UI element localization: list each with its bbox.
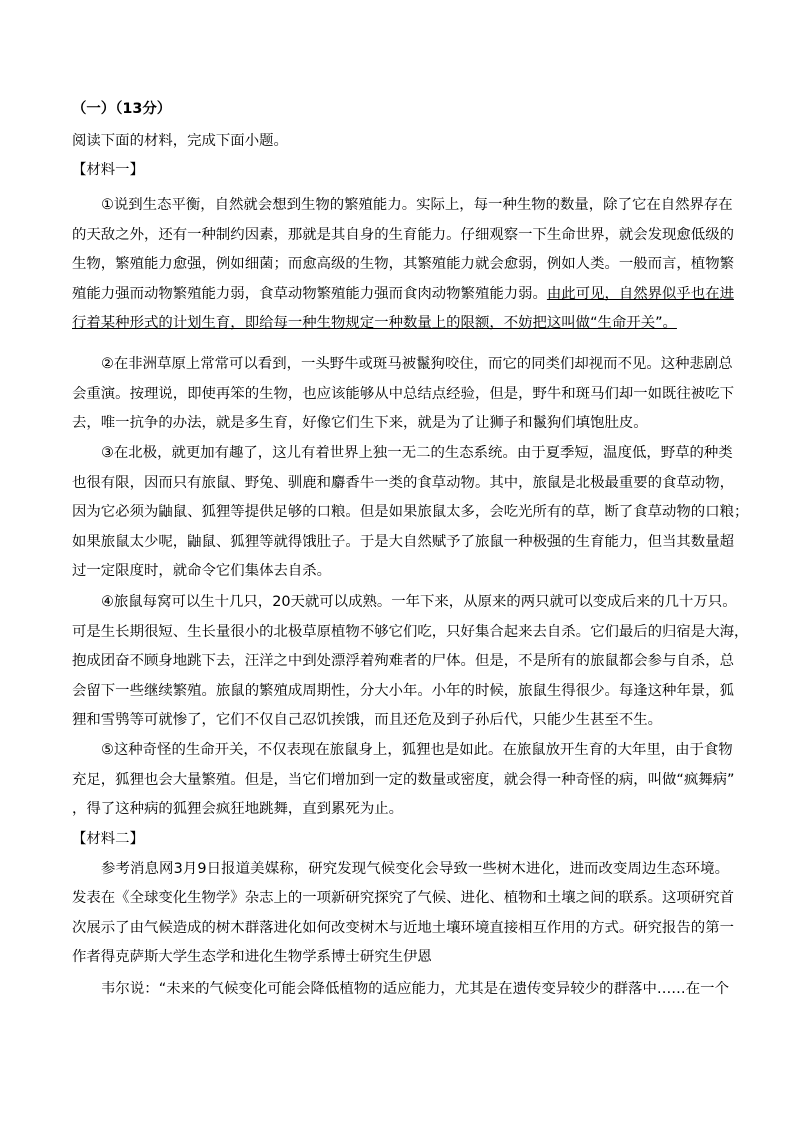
text-line: 狸和雪鸮等可就惨了，它们不仅自己忍饥挨饿，而且还危及到子孙后代，只能少生甚至不生。 [72, 712, 663, 729]
text-line: 生物，繁殖能力愈强，例如细菌；而愈高级的生物，其繁殖能力就会愈弱，例如人类。一般而言，植物繁 [72, 256, 734, 273]
underlined-sentence: 行着某种形式的计划生育，即给每一种生物规定一种数量上的限额，不妨把这叫做“生命开关”。 [72, 315, 677, 332]
material1-paragraph-1 [72, 191, 734, 339]
text-segment: 殖能力强而动物繁殖能力弱，食草动物繁殖能力强而食肉动物繁殖能力弱。 [72, 285, 547, 302]
text-line: 因为它必须为鼬鼠、狐狸等提供足够的口粮。但是如果旅鼠太多，会吃光所有的草，断了食草动物的口粮； [72, 504, 749, 521]
material1-paragraph-2 [72, 350, 734, 439]
material2-label: 【材料二】 [72, 831, 144, 847]
text-line [72, 309, 729, 339]
text-line [72, 280, 734, 310]
text-line: ①说到生态平衡，自然就会想到生物的繁殖能力。实际上，每一种生物的数量，除了它在自然界存在 [101, 197, 733, 213]
text-line: 去，唯一抗争的办法，就是多生育，好像它们生下来，就是为了让狮子和鬣狗们填饱肚皮。 [72, 415, 648, 432]
material2 [72, 825, 734, 1005]
text-line: ②在非洲草原上常常可以看到，一头野牛或斑马被鬣狗咬住，而它的同类们却视而不见。这种悲剧总 [101, 356, 733, 372]
material1-paragraph-3 [72, 439, 749, 587]
text-line: 韦尔说：“未来的气候变化可能会降低植物的适应能力，尤其是在遗传变异较少的群落中……在一个 [101, 980, 729, 997]
material1-label: 【材料一】 [72, 162, 144, 179]
text-line: 作者得克萨斯大学生态学和进化生物学系博士研究生伊恩 [72, 949, 432, 966]
text-line: ④旅鼠每窝可以生十几只，20天就可以成熟。一年下来，从原来的两只就可以变成后来的几十万只。 [101, 594, 737, 610]
underlined-sentence: 由此可见，自然界似乎也在进 [546, 285, 734, 302]
text-line: 也很有限，因而只有旅鼠、野兔、驯鹿和麝香牛一类的食草动物。其中，旅鼠是北极最重要的食草动物， [72, 474, 734, 491]
text-line: 可是生长期很短、生长量很小的北极草原植物不够它们吃，只好集合起来去自杀。它们最后的归宿是大海， [72, 623, 749, 640]
text-line: 充足，狐狸也会大量繁殖。但是，当它们增加到一定的数量或密度，就会得一种奇怪的病，叫做“疯舞病” [72, 771, 735, 788]
text-line: ，得了这种病的狐狸会疯狂地跳舞，直到累死为止。 [72, 801, 403, 818]
text-line: ③在北极，就更加有趣了，这儿有着世界上独一无二的生态系统。由于夏季短，温度低，野草的种类 [101, 445, 733, 461]
text-line: 发表在《全球变化生物学》杂志上的一项新研究探究了气候、进化、植物和土壤之间的联系。这项研究首 [72, 890, 734, 907]
text-line: 次展示了由气候造成的树木群落进化如何改变树木与近地土壤环境直接相互作用的方式。研究报告的第一 [72, 919, 734, 936]
material1-paragraph-5 [72, 736, 735, 825]
text-line: 如果旅鼠太少呢，鼬鼠、狐狸等就得饿肚子。于是大自然赋予了旅鼠一种极强的生育能力，但当其数量超 [72, 533, 734, 550]
text-line: 抱成团奋不顾身地跳下去，汪洋之中到处漂浮着殉难者的尸体。但是，不是所有的旅鼠都会参与自杀，总 [72, 653, 734, 670]
section-heading-block [72, 95, 729, 186]
text-line: 会留下一些继续繁殖。旅鼠的繁殖成周期性，分大小年。小年的时候，旅鼠生得很少。每逢这种年景，狐 [72, 682, 734, 699]
text-line: 会重演。按理说，即使再笨的生物，也应该能够从中总结点经验，但是，野牛和斑马们却一如既往被吃下 [72, 385, 734, 402]
text-line: ⑤这种奇怪的生命开关，不仅表现在旅鼠身上，狐狸也是如此。在旅鼠放开生育的大年里，由于食物 [101, 742, 733, 758]
section-heading: （一）（13分） [72, 101, 172, 117]
text-line: 参考消息网3月9日报道美媒称，研究发现气候变化会导致一些树木进化，进而改变周边生态环境。 [101, 860, 729, 877]
material1-paragraph-4 [72, 588, 749, 736]
text-line: 的天敌之外，还有一种制约因素，那就是其自身的生育能力。仔细观察一下生命世界，就会发现愈低级的 [72, 226, 734, 243]
instruction: 阅读下面的材料，完成下面小题。 [72, 132, 288, 149]
text-line: 过一定限度时，就命令它们集体去自杀。 [72, 563, 332, 580]
